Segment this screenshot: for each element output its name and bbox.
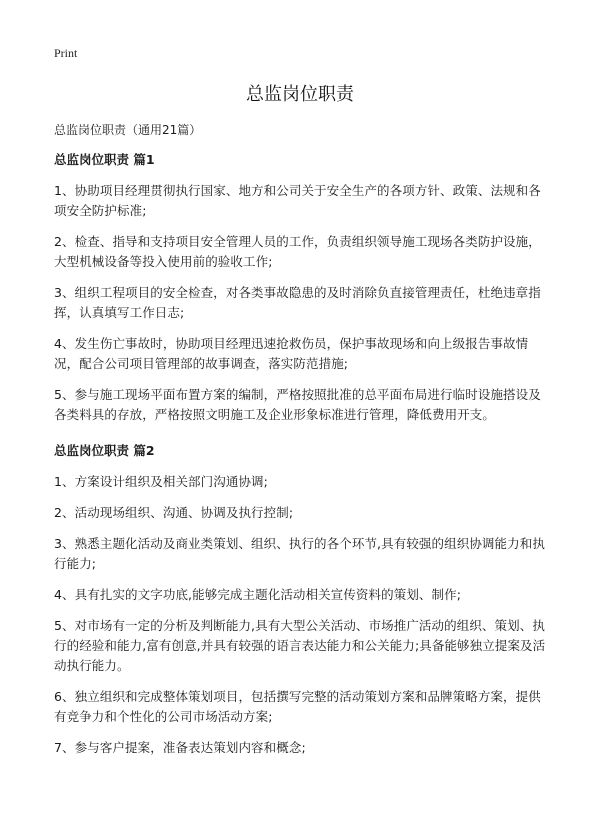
page-title: 总监岗位职责 (246, 84, 354, 105)
section-heading: 总监岗位职责 篇2 (54, 443, 155, 458)
paragraph: 1、协助项目经理贯彻执行国家、地方和公司关于安全生产的各项方针、政策、法规和各项安全防护标准; (54, 183, 541, 218)
section-heading: 总监岗位职责 篇1 (54, 152, 155, 167)
document-subtitle: 总监岗位职责（通用21篇） (54, 123, 202, 137)
paragraph: 6、独立组织和完成整体策划项目，包括撰写完整的活动策划方案和品牌策略方案，提供有竞争力和个性化的公司市场活动方案; (54, 689, 541, 724)
document-body (54, 151, 550, 769)
print-link[interactable]: Print (54, 46, 78, 60)
paragraph: 5、参与施工现场平面布置方案的编制，严格按照批准的总平面布局进行临时设施搭设及各类料具的存放，严格按照文明施工及企业形象标准进行管理，降低费用开支。 (54, 387, 541, 422)
section-2 (54, 442, 550, 758)
paragraph: 4、发生伤亡事故时，协助项目经理迅速抢救伤员，保护事故现场和向上级报告事故情况，配合公司项目管理部的故事调查，落实防范措施; (54, 336, 529, 371)
section-1 (54, 151, 550, 425)
paragraph: 1、方案设计组织及相关部门沟通协调; (54, 474, 268, 489)
paragraph: 4、具有扎实的文字功底,能够完成主题化活动相关宣传资料的策划、制作; (54, 587, 462, 602)
paragraph: 7、参与客户提案，准备表达策划内容和概念; (54, 740, 306, 755)
paragraph: 2、检查、指导和支持项目安全管理人员的工作，负责组织领导施工现场各类防护设施，大型机械设备等投入使用前的验收工作; (54, 234, 541, 269)
paragraph: 3、熟悉主题化活动及商业类策划、组织、执行的各个环节,具有较强的组织协调能力和执行能力; (54, 536, 545, 571)
paragraph: 3、组织工程项目的安全检查，对各类事故隐患的及时消除负直接管理责任，杜绝违章指挥，认真填写工作日志; (54, 285, 541, 320)
paragraph: 5、对市场有一定的分析及判断能力,具有大型公关活动、市场推广活动的组织、策划、执行的经验和能力,富有创意,并具有较强的语言表达能力和公关能力;具备能够独立提案及活动执行能力。 (54, 618, 546, 673)
paragraph: 2、活动现场组织、沟通、协调及执行控制; (54, 505, 294, 520)
